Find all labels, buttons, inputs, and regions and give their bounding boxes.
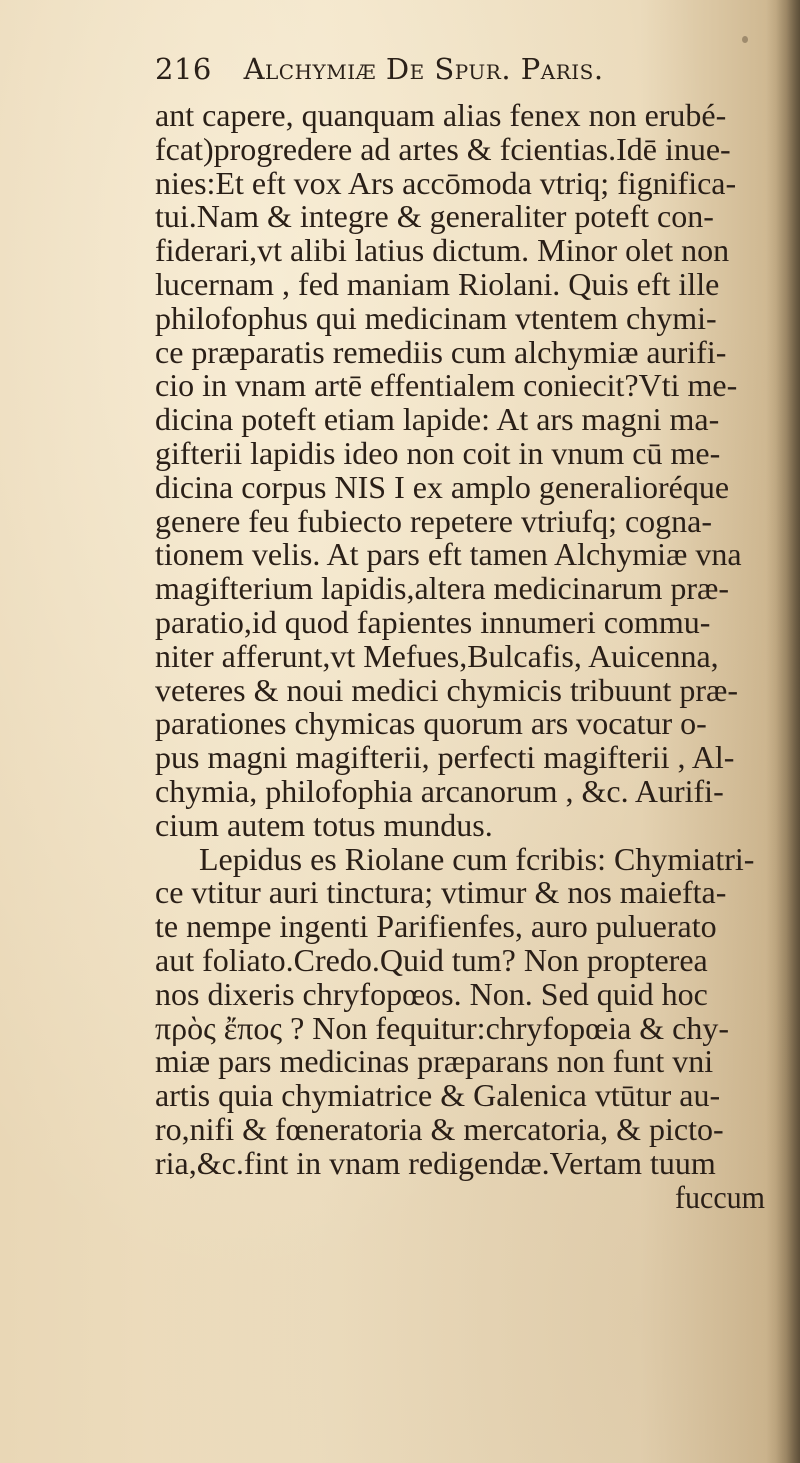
page-edge-shadow — [766, 0, 800, 1463]
text-line: fiderari,vt alibi latius dictum. Minor olet non — [155, 232, 730, 269]
text-line: πρὸς ἔπος ? Non fequitur:chryfopœia & chy- — [155, 1009, 730, 1046]
text-line: paratio,id quod fapientes innumeri commu- — [155, 603, 711, 640]
text-line: niter afferunt,vt Mefues,Bulcafis, Auicenna, — [155, 637, 719, 674]
text-line: lucernam , fed maniam Riolani. Quis eft ille — [155, 265, 720, 302]
ink-speck — [742, 36, 748, 43]
text-line: nies:Et eft vox Ars accōmoda vtriq; fignifica- — [155, 164, 737, 201]
text-line: genere feu fubiecto repetere vtriufq; cogna- — [155, 502, 713, 539]
text-line: fcat)progredere ad artes & fcientias.Idē inue- — [155, 130, 731, 167]
running-head — [155, 52, 755, 86]
text-line: veteres & noui medici chymicis tribuunt præ- — [155, 671, 738, 708]
text-line: philofophus qui medicinam vtentem chymi- — [155, 299, 717, 336]
body-text — [155, 99, 765, 1214]
text-line: dicina corpus NIS I ex amplo generalioréque — [155, 468, 730, 505]
text-line: chymia, philofophia arcanorum , &c. Aurifi- — [155, 772, 724, 809]
paragraph-start-line: Lepidus es Riolane cum fcribis: Chymiatri- — [199, 840, 755, 877]
text-line: nos dixeris chryfopœos. Non. Sed quid hoc — [155, 975, 708, 1012]
text-line: pus magni magifterii, perfecti magifterii , Al- — [155, 739, 735, 776]
text-line: ria,&c.fint in vnam redigendæ.Vertam tuum — [155, 1144, 716, 1181]
text-line: miæ pars medicinas præparans non funt vni — [155, 1043, 714, 1080]
text-line: cio in vnam artē effentialem coniecit?Vti me- — [155, 367, 738, 404]
text-line: cium autem totus mundus. — [155, 806, 493, 843]
text-line: tionem velis. At pars eft tamen Alchymiæ vna — [155, 536, 742, 573]
text-line: te nempe ingenti Parifienfes, auro puluerato — [155, 908, 717, 945]
text-line: aut foliato.Credo.Quid tum? Non propterea — [155, 941, 708, 978]
text-line: parationes chymicas quorum ars vocatur o- — [155, 705, 707, 742]
text-line: ro,nifi & fœneratoria & mercatoria, & picto- — [155, 1110, 724, 1147]
running-title: Alchymiæ De Spur. Paris. — [243, 52, 604, 86]
text-line: artis quia chymiatrice & Galenica vtūtur au- — [155, 1077, 721, 1114]
text-line: gifterii lapidis ideo non coit in vnum cū me- — [155, 434, 721, 471]
catchword: fuccum — [675, 1178, 765, 1215]
text-line: ant capere, quanquam alias fenex non erubé- — [155, 97, 727, 133]
text-line: dicina poteft etiam lapide: At ars magni ma- — [155, 401, 720, 438]
page-number: 216 — [155, 52, 212, 86]
text-line: ce præparatis remediis cum alchymiæ aurifi- — [155, 333, 727, 370]
text-line: tui.Nam & integre & generaliter poteft con- — [155, 198, 714, 235]
text-line: ce vtitur auri tinctura; vtimur & nos maiefta- — [155, 874, 727, 911]
text-line: magifterium lapidis,altera medicinarum præ- — [155, 570, 730, 607]
